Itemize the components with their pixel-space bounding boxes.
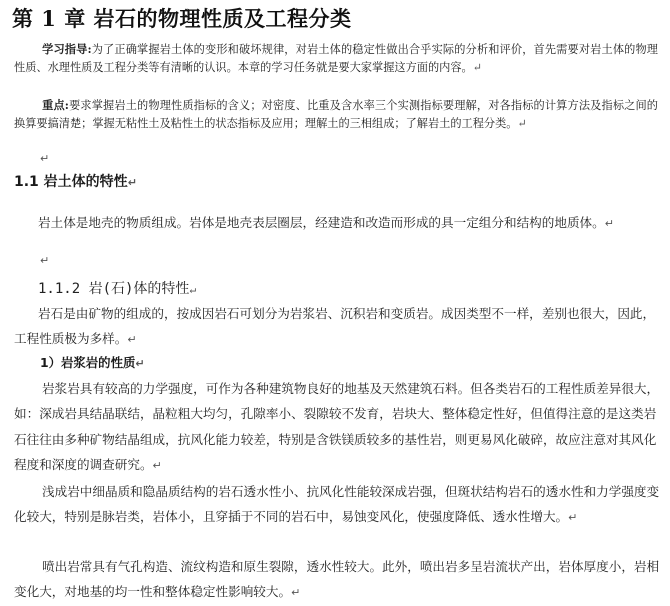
paragraph-mark: ↵ [517,117,527,130]
paragraph-mark: ↵ [568,511,578,525]
paragraph-mark: ↵ [152,459,162,473]
igneous-paragraph-1-text: 岩浆岩具有较高的力学强度，可作为各种建筑物良好的地基及天然建筑石料。但各类岩石的工程性质差异很大，如：深成岩具结晶联结，晶粒粗大均匀，孔隙率小、裂隙较不发育，岩块大、整体稳定性好，但值得注意的是这类岩石往往由多种矿物结晶组成，抗风化能力较差，特别是含铁镁质较多的基性岩，则更易风化破碎，故应注意对其风化程度和深度的调查研究。 [14,381,660,473]
chapter-title: 第 1 章 岩石的物理性质及工程分类 [12,6,352,31]
paragraph-mark: ↵ [135,357,145,370]
subsection-heading-text: 1.1.2 岩(石)体的特性 [38,281,190,297]
paragraph-mark: ↵ [472,61,482,74]
rock-properties-text: 岩石是由矿物的组成的，按成因岩石可划分为岩浆岩、沉积岩和变质岩。成因类型不一样，差别也很大，因此，工程性质极为多样。 [14,306,656,347]
igneous-paragraph-1 [14,376,662,479]
paragraph-mark: ↵ [40,152,50,165]
section-1-1-text: 岩土体是地壳的物质组成。岩体是地壳表层圈层，经建造和改造而形成的具一定组分和结构的地质体。 [38,215,605,230]
section-1-1-paragraph [38,210,662,236]
igneous-heading [40,353,145,371]
paragraph-mark: ↵ [127,176,137,189]
igneous-paragraph-2-text: 浅成岩中细晶质和隐晶质结构的岩石透水性小、抗风化性能较深成岩强，但斑状结构岩石的透水性和力学强度变化较大，特别是脉岩类，岩体小，且穿插于不同的岩石中，易蚀变风化，使强度降低、透水性增大。 [14,484,660,525]
study-guide-paragraph [14,40,658,77]
igneous-paragraph-3 [14,554,662,606]
study-guide-text: 为了正确掌握岩土体的变形和破坏规律，对岩土体的稳定性做出合乎实际的分析和评价，首先需要对岩土体的物理性质、水理性质及工程分类等有清晰的认识。本章的学习任务就是要大家掌握这方面的内容。 [14,43,658,74]
igneous-paragraph-3-text: 喷出岩常具有气孔构造、流纹构造和原生裂隙，透水性较大。此外，喷出岩多呈岩流状产出，岩体厚度小，岩相变化大，对地基的均一性和整体稳定性影响较大。 [14,559,660,600]
rock-properties-paragraph [14,301,662,353]
igneous-paragraph-2 [14,479,662,531]
section-heading-1-1 [14,171,137,191]
paragraph-mark: ↵ [604,217,614,230]
igneous-heading-text: 1）岩浆岩的性质 [40,355,136,370]
paragraph-mark: ↵ [189,283,197,296]
focus-text: 要求掌握岩土的物理性质指标的含义；对密度、比重及含水率三个实测指标要理解，对各指标的计算方法及指标之间的换算要搞清楚；掌握无粘性土及粘性土的状态指标及应用；理解土的三相组成；了解岩土的工程分类。 [14,99,658,130]
section-heading-text: 1.1 岩土体的特性 [14,174,128,190]
focus-label: 重点: [42,98,69,112]
paragraph-mark: ↵ [127,333,137,347]
subsection-heading-1-1-2 [38,278,196,298]
focus-paragraph [14,96,658,133]
paragraph-mark: ↵ [40,254,50,267]
paragraph-mark: ↵ [291,586,301,600]
study-guide-label: 学习指导: [42,42,92,56]
